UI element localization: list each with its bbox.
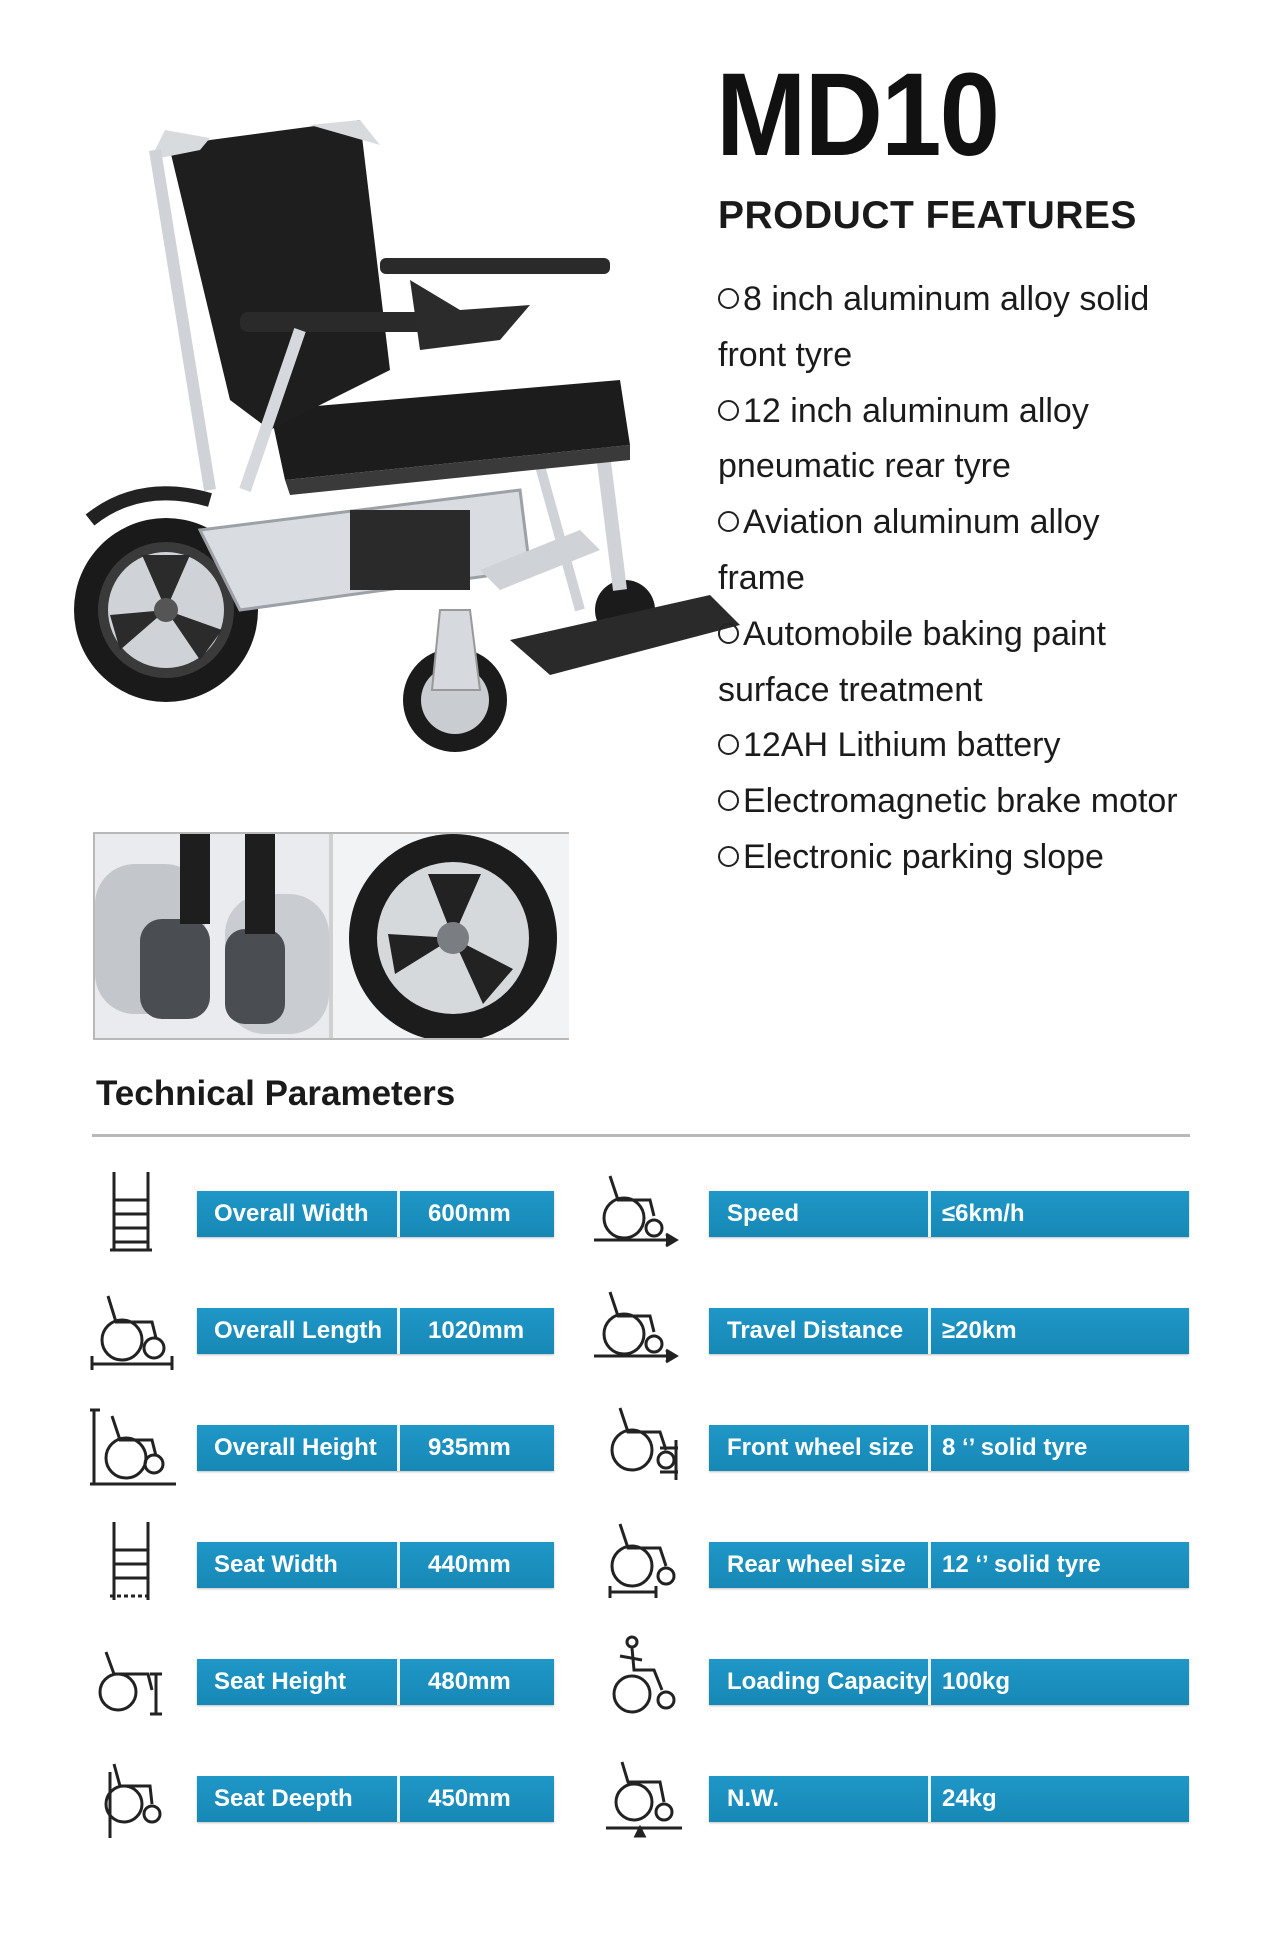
- param-overall-height: Overall Height 935mm: [197, 1425, 554, 1471]
- param-travel-distance: Travel Distance ≥20km: [709, 1308, 1189, 1354]
- feature-item: surface treatment: [718, 670, 983, 709]
- circle-bullet-icon: [718, 734, 739, 755]
- product-features-heading: PRODUCT FEATURES: [718, 194, 1137, 237]
- wheelchair-product-image: [60, 50, 750, 790]
- side-view-seat-depth-icon: [86, 1752, 176, 1842]
- features-list: [718, 272, 1258, 886]
- circle-bullet-icon: [718, 846, 739, 867]
- side-view-height-icon: [86, 1400, 176, 1490]
- param-seat-height: Seat Height 480mm: [197, 1659, 554, 1705]
- param-net-weight: N.W. 24kg: [709, 1776, 1189, 1822]
- technical-parameters-heading: Technical Parameters: [96, 1074, 456, 1113]
- side-view-seat-height-icon: [86, 1634, 176, 1724]
- divider: [92, 1134, 1190, 1137]
- circle-bullet-icon: [718, 288, 739, 309]
- feature-item: frame: [718, 558, 805, 597]
- feature-item: 12 inch aluminum alloy: [718, 384, 1258, 440]
- feature-item: pneumatic rear tyre: [718, 447, 1011, 486]
- feature-item: 8 inch aluminum alloy solid: [718, 272, 1258, 328]
- param-speed: Speed ≤6km/h: [709, 1191, 1189, 1237]
- feature-item: Electromagnetic brake motor: [718, 774, 1258, 830]
- param-overall-length: Overall Length 1020mm: [197, 1308, 554, 1354]
- circle-bullet-icon: [718, 511, 739, 532]
- param-overall-width: Overall Width 600mm: [197, 1191, 554, 1237]
- model-title: MD10: [716, 49, 999, 181]
- param-rear-wheel-size: Rear wheel size 12 ‘’ solid tyre: [709, 1542, 1189, 1588]
- circle-bullet-icon: [718, 790, 739, 811]
- feature-item: Electronic parking slope: [718, 830, 1258, 886]
- feature-item: front tyre: [718, 335, 853, 374]
- rear-wheel-icon: [602, 1516, 692, 1606]
- feature-item: Automobile baking paint: [718, 607, 1258, 663]
- net-weight-icon: [600, 1752, 690, 1842]
- front-view-width-icon: [86, 1166, 176, 1256]
- side-view-length-icon: [86, 1282, 176, 1372]
- motor-closeup-photo: [95, 834, 329, 1038]
- front-wheel-icon: [602, 1400, 692, 1490]
- param-front-wheel-size: Front wheel size 8 ‘’ solid tyre: [709, 1425, 1189, 1471]
- circle-bullet-icon: [718, 400, 739, 421]
- front-view-seat-width-icon: [86, 1516, 176, 1606]
- wheelchair-speed-icon: [590, 1166, 680, 1256]
- detail-photos: [93, 832, 569, 1040]
- param-seat-width: Seat Width 440mm: [197, 1542, 554, 1588]
- loading-capacity-icon: [602, 1634, 692, 1724]
- feature-item: 12AH Lithium battery: [718, 718, 1258, 774]
- param-loading-capacity: Loading Capacity 100kg: [709, 1659, 1189, 1705]
- wheel-closeup-photo: [333, 834, 569, 1038]
- feature-item: Aviation aluminum alloy: [718, 495, 1258, 551]
- wheelchair-distance-icon: [590, 1282, 680, 1372]
- param-seat-depth: Seat Deepth 450mm: [197, 1776, 554, 1822]
- circle-bullet-icon: [718, 623, 739, 644]
